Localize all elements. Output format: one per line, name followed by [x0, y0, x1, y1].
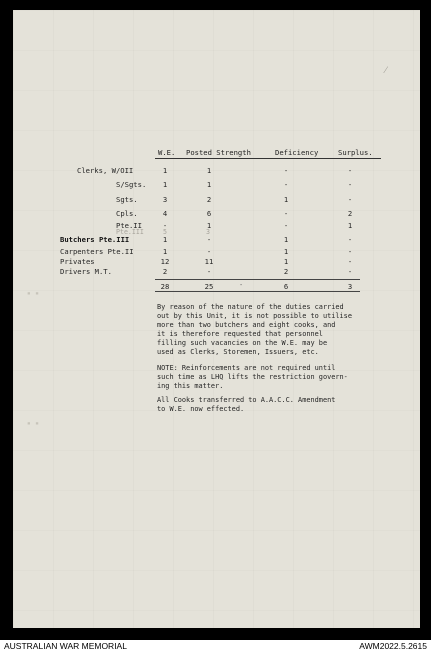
cell-posted: -	[206, 235, 212, 244]
struck-row-label: Pte.III	[116, 228, 144, 236]
cell-posted: 1	[206, 180, 212, 189]
cell-we: 12	[160, 257, 170, 266]
footer-institution: AUSTRALIAN WAR MEMORIAL	[4, 641, 127, 651]
footer-accession-number: AWM2022.5.2615	[359, 641, 427, 651]
totals-rule-top	[155, 279, 360, 280]
faded-stamp-mark: ▪ ▪	[27, 290, 40, 297]
cell-surplus: -	[347, 267, 353, 276]
cell-surplus: -	[347, 257, 353, 266]
paragraph-line: filling such vacancies on the W.E. may be	[157, 339, 328, 347]
total-surplus: 3	[347, 282, 353, 291]
cell-deficiency: 1	[283, 257, 289, 266]
paragraph-line: out by this Unit, it is not possible to utilise	[157, 312, 352, 320]
header-deficiency: Deficiency	[275, 148, 319, 157]
cell-surplus: -	[347, 166, 353, 175]
cell-posted: 6	[206, 209, 212, 218]
paragraph-line: ing this matter.	[157, 382, 224, 390]
cell-we: 1	[162, 166, 168, 175]
total-we: 28	[160, 282, 170, 291]
header-underline	[155, 158, 381, 159]
totals-rule-bottom	[155, 291, 360, 292]
paragraph-line: such time as LHQ lifts the restriction govern-	[157, 373, 348, 381]
cell-surplus: -	[347, 247, 353, 256]
paragraph-line: By reason of the nature of the duties carried	[157, 303, 344, 311]
cell-we: -	[162, 221, 168, 230]
paragraph-line: more than two butchers and eight cooks, and	[157, 321, 336, 329]
total-posted: 25	[204, 282, 214, 291]
row-label: Cpls.	[116, 209, 138, 218]
cell-deficiency: -	[283, 221, 289, 230]
row-label: S/Sgts.	[116, 180, 147, 189]
cell-we: 4	[162, 209, 168, 218]
cell-surplus: -	[347, 235, 353, 244]
dash-mark: -	[239, 281, 244, 289]
faded-stamp-mark: ▪ ▪	[27, 420, 40, 427]
row-label: Drivers M.T.	[60, 267, 112, 276]
struck-row-posted: 3	[206, 228, 210, 236]
cell-we: 1	[162, 247, 168, 256]
paragraph-duties	[157, 303, 387, 357]
cell-surplus: 1	[347, 221, 353, 230]
cell-we: 1	[162, 235, 168, 244]
cell-surplus: -	[347, 195, 353, 204]
row-label: Carpenters Pte.II	[60, 247, 134, 256]
row-label: Privates	[60, 257, 95, 266]
cell-surplus: 2	[347, 209, 353, 218]
paragraph-line: All Cooks transferred to A.A.C.C. Amendment	[157, 396, 336, 404]
cell-deficiency: -	[283, 166, 289, 175]
row-label: Sgts.	[116, 195, 138, 204]
row-label: Clerks, W/OII	[77, 166, 134, 175]
pencil-tick-mark: ⁄	[385, 66, 387, 76]
paragraph-note	[157, 364, 387, 391]
cell-posted: 1	[206, 221, 212, 230]
cell-deficiency: -	[283, 209, 289, 218]
paragraph-line: to W.E. now effected.	[157, 405, 245, 413]
header-posted-strength: Posted Strength	[186, 148, 251, 157]
cell-deficiency: 1	[283, 247, 289, 256]
row-label: Butchers Pte.III	[60, 235, 130, 244]
cell-deficiency: 1	[283, 195, 289, 204]
cell-we: 3	[162, 195, 168, 204]
paragraph-line: it is therefore requested that personnel	[157, 330, 323, 338]
cell-deficiency: 1	[283, 235, 289, 244]
paragraph-line: NOTE: Reinforcements are not required until	[157, 364, 336, 372]
cell-posted: -	[206, 267, 212, 276]
cell-posted: 1	[206, 166, 212, 175]
cell-posted: 11	[204, 257, 214, 266]
archive-footer	[0, 640, 431, 653]
struck-row-we: 5	[163, 228, 167, 236]
header-surplus: Surplus.	[338, 148, 373, 157]
cell-we: 2	[162, 267, 168, 276]
cell-we: 1	[162, 180, 168, 189]
row-label: Pte.II	[116, 221, 142, 230]
cell-posted: 2	[206, 195, 212, 204]
cell-deficiency: 2	[283, 267, 289, 276]
total-deficiency: 6	[283, 282, 289, 291]
paragraph-line: used as Clerks, Storemen, Issuers, etc.	[157, 348, 319, 356]
cell-posted: -	[206, 247, 212, 256]
cell-deficiency: -	[283, 180, 289, 189]
header-we: W.E.	[158, 148, 176, 157]
paragraph-cooks	[157, 396, 387, 414]
cell-surplus: -	[347, 180, 353, 189]
